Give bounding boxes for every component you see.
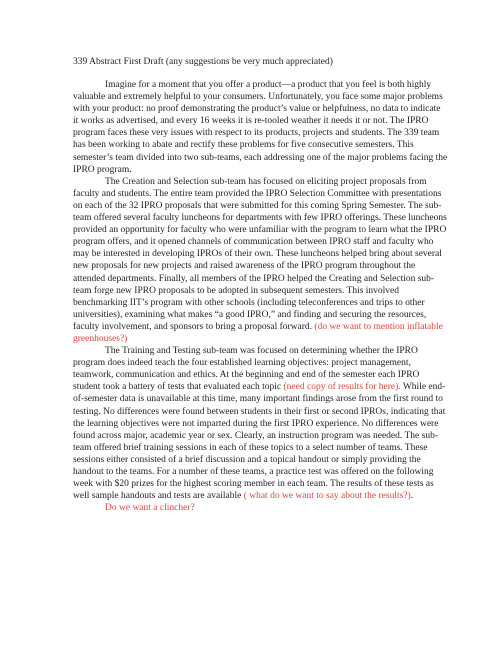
- paragraph-training-text: The Training and Testing sub-team was focused on determining whether the IPRO program does indeed teach the four established learning objectives: project management, teamwork, communication and ethics. At the beginning and end of the semester each IPRO student took a battery of tests that evaluated each topic: [73, 346, 420, 393]
- editor-note-results-copy: (need copy of results for here).: [283, 382, 401, 393]
- paragraph-creation-text: The Creation and Selection sub-team has focused on eliciting project proposals from faculty and students. The entire team provided the IPRO Selection Committee with presentations on each of the 32 IPRO proposals that were submitted for this coming Spring Semester. The sub-team offered several faculty luncheons for departments with few IPRO offerings. These luncheons provided an opportunity for faculty who were unfamiliar with the program to learn what the IPRO program offers, and it opened channels of communication between IPRO staff and faculty who may be interested in developing IPROs of their own. These luncheons helped bring about several new proposals for new projects and raised awareness of the IPRO program throughout the attended departments. Finally, all members of the IPRO helped the Creating and Selection sub-team forge new IPRO proposals to be adopted in subsequent semesters. This involved benchmarking IIT’s program with other schools (including teleconferences and trips to other universities), examining what makes “a good IPRO,” and finding and securing the resources, faculty involvement, and sponsors to bring a proposal forward.: [73, 176, 447, 332]
- editor-note-results-question: ( what do we want to say about the results?): [243, 491, 411, 502]
- editor-note-greenhouses: (do we want to mention inflatable greenhouses?): [73, 321, 443, 344]
- editor-note-clincher: Do we want a clincher?: [105, 503, 195, 514]
- paragraph-training-testing: [73, 345, 448, 502]
- document-title: 339 Abstract First Draft (any suggestions be very much appreciated): [73, 57, 333, 67]
- paragraph-training-text-continued: While end-of-semester data is unavailable at this time, many important findings arose from the first round to testing. No differences were found between students in their first or second IPROs, indicating that the learning objectives were not imparted during the first IPRO experience. No differences were found across major, academic year or sex. Clearly, an instruction program was needed. The sub-team offered brief training sessions in each of these topics to a select number of teams. These sessions either consisted of a brief discussion and a topical handout or simply providing the handout to the teams. For a number of these teams, a practice test was offered on the following week with $20 prizes for the highest scoring member in each team. The results of these tests as well sample handouts and tests are available: [73, 382, 446, 502]
- paragraph-intro-text: Imagine for a moment that you offer a product—a product that you feel is both highly valuable and extremely helpful to your consumers. Unfortunately, you face some major problems with your product: no proof demonstrating the product’s value or helpfulness, no data to indicate it works as advertised, and every 16 weeks it is re-tooled weather it needs it or not. The IPRO program faces these very issues with respect to its products, projects and students. The 339 team has been working to abate and rectify these problems for five consecutive semesters. This semester’s team divided into two sub-teams, each addressing one of the major problems facing the IPRO program.: [73, 80, 448, 175]
- paragraph-training-end: .: [410, 491, 414, 502]
- paragraph-intro: [73, 79, 448, 176]
- paragraph-creation-selection: [73, 176, 448, 345]
